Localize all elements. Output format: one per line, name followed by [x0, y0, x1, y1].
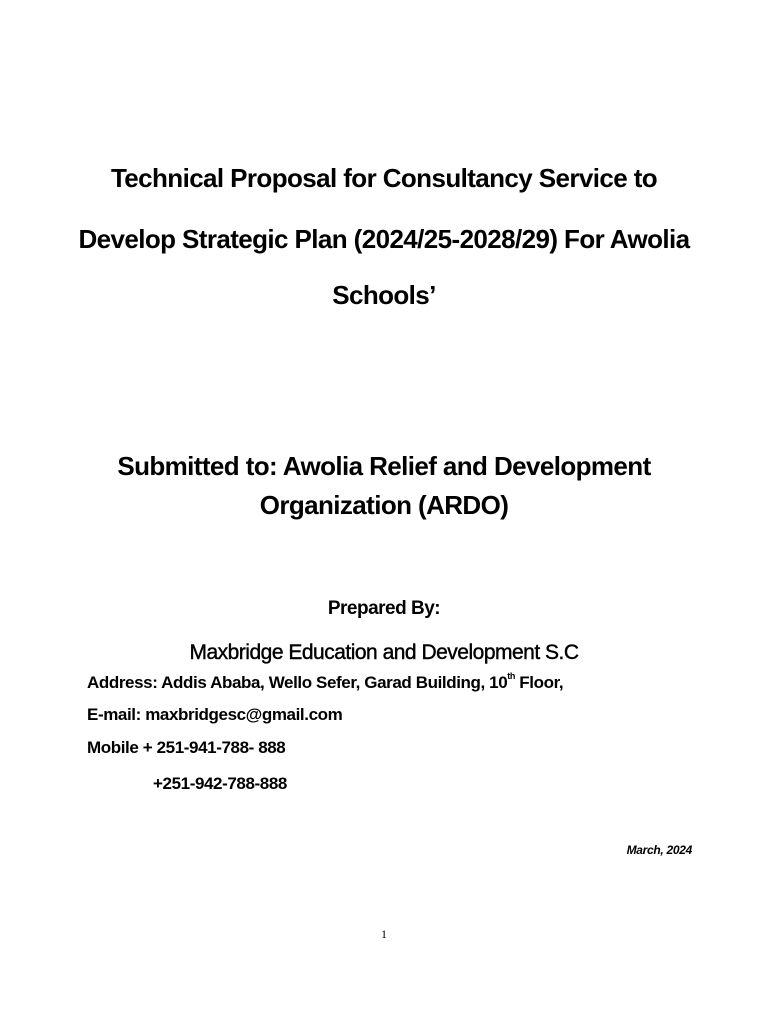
prepared-by-label: Prepared By:	[327, 598, 441, 619]
mobile-line-1: Mobile + 251-941-788- 888	[87, 738, 286, 757]
email-line: E-mail: maxbridgesc@gmail.com	[87, 705, 343, 724]
title-line-2: Develop Strategic Plan (2024/25-2028/29) For Awolia	[78, 224, 690, 254]
title-line-1: Technical Proposal for Consultancy Service to	[110, 163, 658, 193]
address-ordinal: th	[507, 671, 515, 681]
address-line	[87, 673, 563, 693]
title-line-3: Schools’	[332, 280, 436, 310]
mobile-line-2: +251-942-788-888	[153, 774, 287, 793]
submitted-to-line-2: Organization (ARDO)	[259, 490, 509, 520]
address-suffix: Floor,	[514, 673, 564, 692]
document-date: March, 2024	[626, 843, 692, 857]
page-number: 1	[381, 927, 387, 941]
submitted-to-line-1: Submitted to: Awolia Relief and Development	[117, 451, 651, 481]
address-text: Address: Addis Ababa, Wello Sefer, Garad Building, 10	[87, 673, 508, 692]
company-name: Maxbridge Education and Development S.C	[189, 641, 579, 664]
